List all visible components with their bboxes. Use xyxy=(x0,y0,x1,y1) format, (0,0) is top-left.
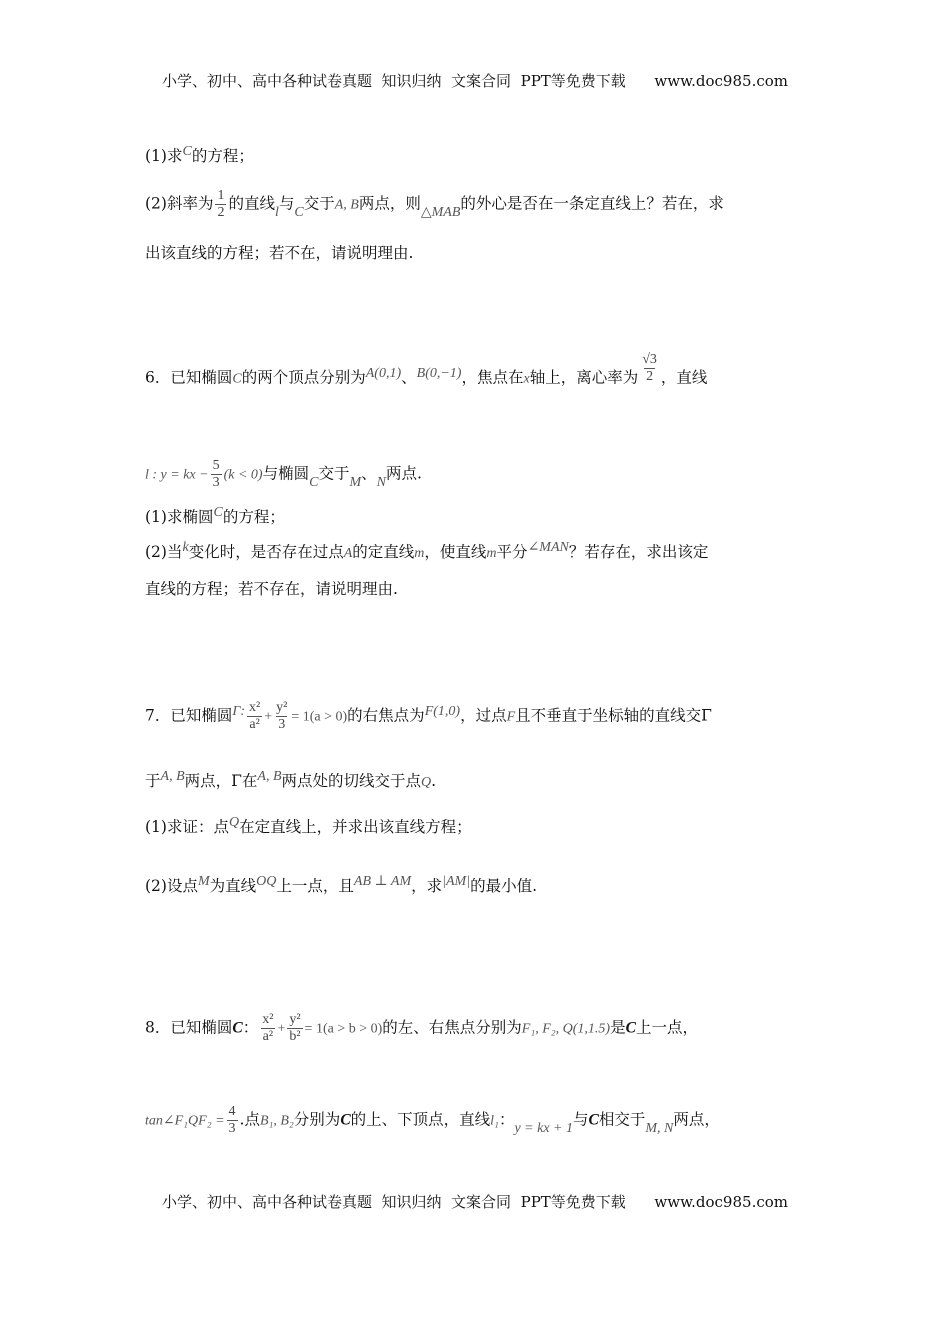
p7-q1: (1)求证：点Q在定直线上，并求出该直线方程； xyxy=(145,815,472,836)
page-footer: 小学、初中、高中各种试卷真题 知识归纳 文案合同 PPT等免费下载 www.doc985.com xyxy=(161,1193,788,1211)
p6-q1: (1)求椭圆C的方程； xyxy=(145,505,285,526)
p6-stem: 6．已知椭圆C的两个顶点分别为A(0,1)、B(0,−1)，焦点在x轴上，离心率为 $\frac{√3}{2}$ ，直线 xyxy=(145,352,708,387)
p5-q2-cont: 出该直线的方程；若不在，请说明理由. xyxy=(145,244,414,262)
p6-q2: (2)当k变化时，是否存在过点A的定直线m，使直线m平分∠MAN？若存在，求出该定 xyxy=(145,540,709,561)
p6-q2-cont: 直线的方程；若不存在，请说明理由. xyxy=(145,580,398,598)
p7-stem: 7．已知椭圆Γ: $\frac{\text{x²}}{\text{a²}}$ + $\frac{\text{y²}}{3}$ = 1(a > 0)的右焦点为F(1,0)，过点F且不垂直于坐标轴的直线交Γ xyxy=(145,700,712,732)
p7-line2: 于A, B两点，Γ在A, B两点处的切线交于点Q. xyxy=(145,769,437,790)
p7-q2: (2)设点M为直线OQ上一点，且AB ⊥ AM，求|AM|的最小值. xyxy=(145,874,538,895)
p5-q2: (2)斜率为 $\frac{1}{2}$ 的直线l与C交于A, B两点，则△MAB的外心是否在一条定直线上？若在，求 xyxy=(145,188,724,220)
p8-line2: tan∠F₁QF₂ = $\frac{4}{3}$ .点B₁, B₂分别为C的上、下顶点，直线l₁：y = kx + 1与C相交于M, N两点， xyxy=(145,1104,720,1136)
p6-line: l : y = kx − $\frac{5}{3}$ (k < 0)与椭圆C交于M、N两点. xyxy=(145,458,422,490)
p5-q1: (1)求C的方程； xyxy=(145,144,254,165)
p8-stem: 8．已知椭圆C： $\frac{\text{x²}}{\text{a²}}$ + $\frac{\text{y²}}{\text{b²}}$ = 1(a > b > 0)的左、右焦点分别为F₁, F₂, Q(1,1.5)是C上一点， xyxy=(145,1012,698,1044)
page-header: 小学、初中、高中各种试卷真题 知识归纳 文案合同 PPT等免费下载 www.doc985.com xyxy=(161,72,788,90)
